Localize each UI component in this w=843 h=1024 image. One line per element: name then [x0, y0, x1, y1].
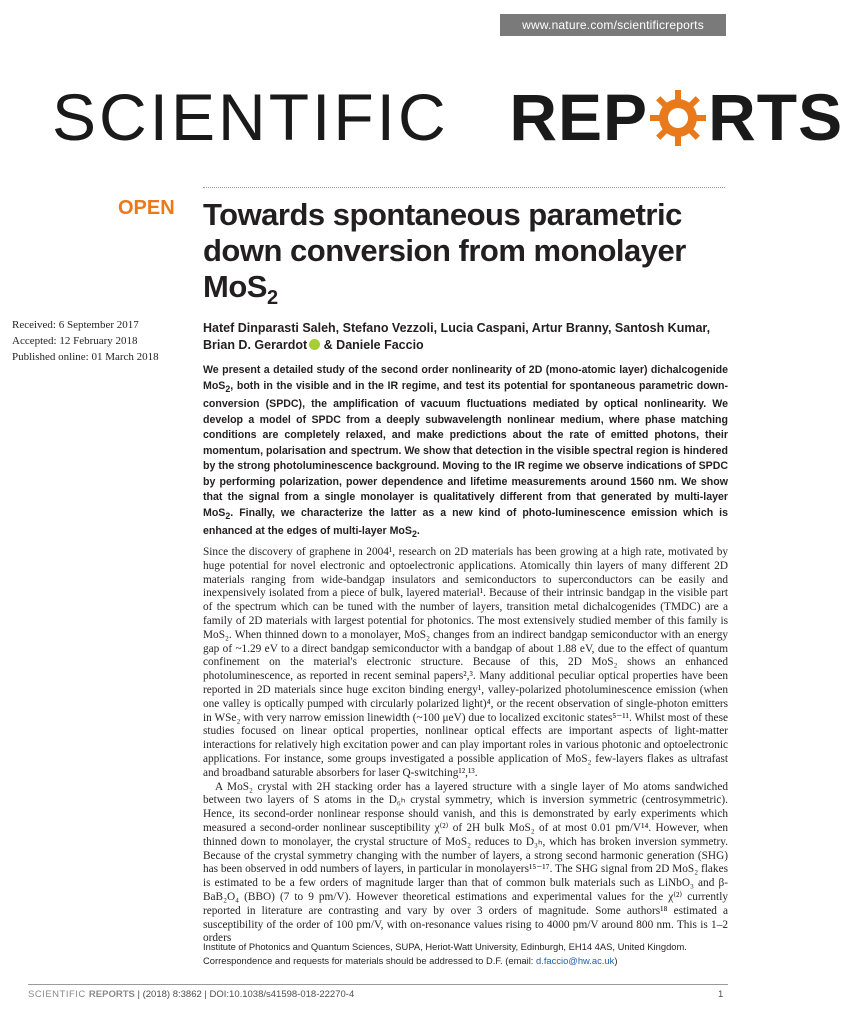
orcid-icon[interactable] [309, 339, 320, 350]
authors-line-1[interactable]: Hatef Dinparasti Saleh, Stefano Vezzoli, Lucia Caspani, Artur Branny, Santosh Kumar, [203, 321, 711, 335]
article-dates [12, 317, 192, 365]
accepted-date: Accepted: 12 February 2018 [12, 335, 138, 347]
received-date: Received: 6 September 2017 [12, 319, 139, 331]
masthead-scientific: SCIENTIFIC [52, 80, 449, 154]
title-mos: MoS [203, 269, 267, 304]
body-paragraph-1: Since the discovery of graphene in 2004¹, research on 2D materials has been growing at a high rate, motivated by huge potential for novel electronic and optoelectronic applications. Atomically thin layers of many different 2D materials ranging from wide-bandgap insulators and semiconductors to superconductors can be easily and inexpensively isolated from a piece of bulk, layered material¹. Because of their intrinsic bandgap in the visible part of the spectrum which can be tuned with the number of layers, transition metal dichalcogenides (TMDC) are a family of 2D materials with largest potential for photonics. The most extensively studied member of this family is MoS₂. When thinned down to a monolayer, MoS₂ changes from an indirect bandgap semiconductor with an energy gap of ~1.29 eV to a direct bandgap semiconductor with a bandgap of about 1.88 eV, due to the effect of quantum confinement on the material's electronic structure. Because of this, 2D MoS₂ shows an enhanced photoluminescence, as reported in recent seminal papers²,³. Many additional peculiar optical properties have been reported in 2D materials since huge exciton binding energy¹, valley-polarized photoluminescence emission (when one valley is optically pumped with circularly polarized light)⁴, or the recent observation of single-photon emitters in WSe₂ with very narrow emission linewidth (~100 μeV) due to localized excitonic states⁵⁻¹¹. Whilst most of these studies focused on linear optical properties, nonlinear optical effects are important aspects of light-matter interactions for relatively high excitation power and can play important roles in various photonic and optoelectronic applications. For instance, some groups investigated a possible application of MoS₂ few-layers flakes as ultrafast and broadband saturable absorbers for laser Q-switching¹²,¹³. [203, 546, 728, 779]
affiliation-block [203, 940, 731, 968]
abstract-sub-1: 2 [225, 383, 231, 394]
article-body [203, 546, 728, 946]
footer-divider [28, 984, 728, 985]
journal-masthead [52, 80, 843, 154]
abstract-part-1: We present a detailed study of the second order nonlinearity of 2D (mono-atomic layer) dichalcogenide MoS [203, 364, 728, 392]
abstract-part-4: . [416, 525, 420, 538]
published-date: Published online: 01 March 2018 [12, 351, 159, 363]
title-subscript: 2 [266, 287, 278, 310]
authors-line-2 [203, 337, 728, 354]
author-list [203, 320, 728, 354]
affiliation-line: Institute of Photonics and Quantum Sciences, SUPA, Heriot-Watt University, Edinburgh, EH14 4AS, United Kingdom. [203, 941, 687, 952]
footer-citation [28, 989, 354, 1000]
correspondence-end: ) [614, 955, 618, 966]
masthead-rts: RTS [708, 80, 843, 154]
abstract [203, 363, 728, 543]
abstract-part-3: . Finally, we characterize the latter as a new kind of photo-luminescence emission which is enhanced at the edges of multi-layer MoS [203, 506, 728, 538]
author-faccio[interactable]: & Daniele Faccio [320, 338, 424, 352]
email-link[interactable]: d.faccio@hw.ac.uk [536, 955, 615, 966]
author-gerardot[interactable]: Brian D. Gerardot [203, 338, 308, 352]
title-line-1: Towards spontaneous parametric [203, 197, 682, 232]
footer-journal-light: SCIENTIFIC [28, 989, 89, 1000]
title-line-2: down conversion from monolayer [203, 233, 686, 268]
gear-logo-icon [650, 88, 706, 144]
abstract-sub-3: 2 [411, 529, 417, 540]
footer-journal-bold: REPORTS [88, 989, 135, 1000]
masthead-rep: REP [509, 80, 649, 154]
open-access-label: OPEN [118, 197, 175, 219]
abstract-sub-2: 2 [225, 510, 231, 521]
correspondence-line [203, 954, 731, 968]
article-title [203, 197, 723, 316]
body-paragraph-2: A MoS₂ crystal with 2H stacking order has a layered structure with a single layer of Mo atoms sandwiched between two layers of S atoms in the D₆ₕ crystal symmetry, which is inversion symmetric (centrosymmetric). Hence, its second-order nonlinear response should vanish, and this is demonstrated by early experiments which measured a second-order nonlinear susceptibility χ⁽²⁾ of 2H bulk MoS₂ of at most 0.01 pm/V¹⁴. However, when thinned down to monolayer, the crystal structure of MoS₂ reduces to D₃ₕ, which has broken inversion symmetry. Because of the crystal symmetry changing with the number of layers, a strong second harmonic generation (SHG) has been observed in odd numbers of layers, in particular in monolayers¹⁵⁻¹⁷. The SHG signal from 2D MoS₂ flakes is estimated to be a few orders of magnitude larger than that of common bulk materials such as LiNbO₃ and β-BaB₂O₄ (BBO) (7 to 9 pm/V). However theoretical estimations and experimental values for the χ⁽²⁾ currently reported in literature are contrasting and vary by over 3 orders of magnitude. Some authors¹⁸ estimated a susceptibility of the order of 100 pm/V, with on-resonance values rising to 4000 pm/V around 800 nm. This is 1–2 orders [203, 780, 728, 945]
abstract-part-2: , both in the visible and in the IR regime, and test its potential for spontaneous parametric down-conversion (SPDC), the amplification of vacuum fluctuations mediated by optical nonlinearity. We develop a model of SPDC from a deeply subwavelength nonlinear medium, where phase matching conditions are completely relaxed, and make predictions about the rate of emitted photons, their momentum, polarisation and spectrum. We show that detection in the visible spectral region is hindered by the strong photoluminescence background. Moving to the IR regime we observe indications of SPDC by performing polarization, power dependence and lifetime measurements around 1560 nm. We show that the signal from a single monolayer is qualitatively different from that generated by multi-layer MoS [203, 379, 728, 519]
section-divider [203, 187, 725, 188]
journal-url-banner[interactable]: www.nature.com/scientificreports [500, 14, 726, 36]
title-line-3 [203, 269, 723, 316]
footer-doi[interactable]: | (2018) 8:3862 | DOI:10.1038/s41598-018-22270-4 [134, 989, 355, 1000]
correspondence-text: Correspondence and requests for materials should be addressed to D.F. (email: [203, 955, 536, 966]
page-number: 1 [718, 989, 724, 1000]
